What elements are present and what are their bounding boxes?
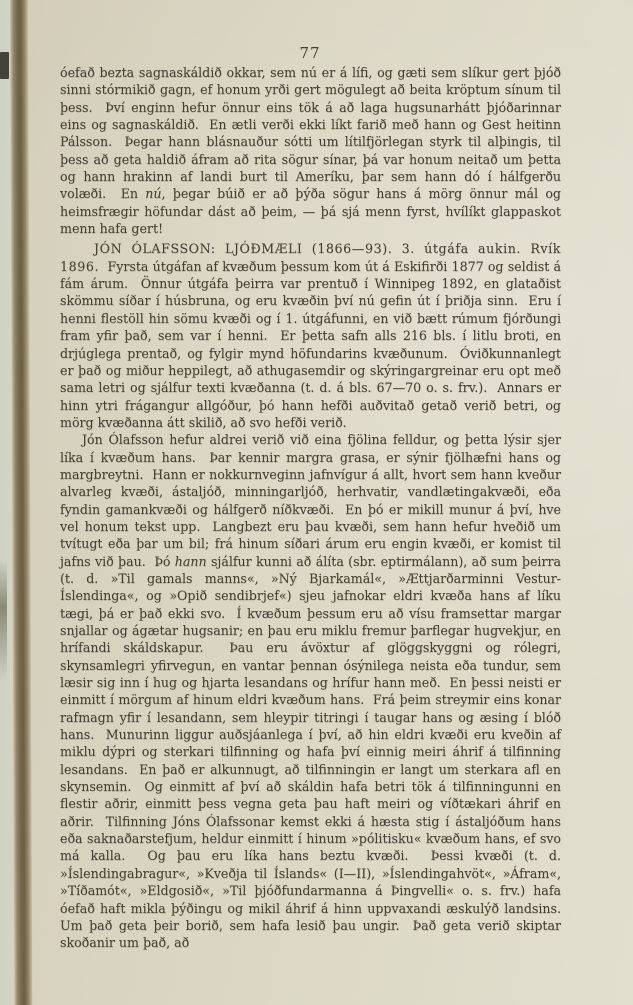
- page-edge-strip: [0, 0, 11, 1005]
- text-block: [60, 64, 570, 952]
- entry-heading-text: JÓN ÓLAFSSON: LJÓÐMÆLI (1866—93). 3. útgáfa aukin. Rvík 1896.: [60, 241, 566, 274]
- emphasized-text: hann: [174, 553, 207, 569]
- text-segment: , þegar búið er að þýða sögur hans á mörg önnur mál og heimsfrægir höfundar dást að þeim, — þá sjá menn fyrst, hvílíkt glappaskot menn hafa gert!: [60, 186, 566, 237]
- paragraph-critique: [60, 431, 570, 951]
- book-binding-edge: [10, 0, 32, 1005]
- paragraph-review-entry: [60, 240, 566, 431]
- text-segment: Fyrsta útgáfan af kvæðum þessum kom út á Eskifirði 1877 og seldist á fám árum. Önnur útgáfa þeirra var prentuð í Winnipeg 1892, en glataðist skömmu síðar í húsbruna, og eru kvæðin því nú gefin út í þriðja sinn. Eru í henni flestöll hin sömu kvæði og í 1. útgáfunni, en við bætt rúmum fjórðungi fram yfir það, sem var í henni. Er þetta safn alls 216 bls. í litlu broti, en drjúglega prentað, og fylgir mynd höfundarins kvæðunum. Óviðkunnanlegt er það og miður heppilegt, að athugasemdir og skýringargreinar eru opt með sama letri og sjálfur texti kvæðanna (t. d. á bls. 67—70 o. s. frv.). Annars er hinn ytri frágangur allgóður, þó hann hefði auðvitað getað verið betri, og mörg kvæðanna átt skilið, að svo hefði verið.: [60, 258, 566, 430]
- binding-smudge-mark: [0, 52, 9, 79]
- page-number: 77: [299, 44, 321, 62]
- emphasized-text: nú: [145, 186, 162, 202]
- text-segment: sjálfur kunni að álíta (sbr. eptirmálann), að sum þeirra (t. d. »Til gamals manns«, »Ný Bjarkamál«, »Ættjarðarminni Vestur-Íslendinga«, og »Opið sendibrjef«) sjeu jafnokar eldri kvæða hans af líku tægi, þá er það ekki svo. Í kvæðum þessum eru að vísu framsettar margar snjallar og ágætar hugsanir; en þau eru miklu fremur þarflegar hugvekjur, en hrífandi skáldskapur. Þau eru ávöxtur af glöggskyggni og rólegri, skynsamlegri yfirvegun, en vantar þennan ósýnilega neista eða tundur, sem læsir sig inn í hug og hjarta lesandans og hrífur hann með. En þessi neisti er einmitt í mörgum af hinum eldri kvæðum hans. Frá þeim streymir eins konar rafmagn yfir í lesandann, sem hleypir titringi í taugar hans og æsing í blóð hans. Munurinn liggur auðsjáanlega í því, að hin eldri kvæði eru kveðin af miklu dýpri og sterkari tilfinning og hafa því einnig meiri áhrif á tilfinning lesandans. En það er alkunnugt, að tilfinningin er langt um sterkara afl en skynsemin. Og einmitt af því að skáldin hafa betri tök á tilfinningunni en flestir aðrir, einmitt þess vegna geta þau haft meiri og víðtækari áhrif en aðrir. Tilfinning Jóns Ólafssonar kemst ekki á hæsta stig í ástaljóðum hans eða saknaðarstefjum, heldur einmitt í hinum »pólitisku« kvæðum hans, ef svo má kalla. Og þau eru líka hans beztu kvæði. Þessi kvæði (t. d. »Íslendingabragur«, »Kveðja til Íslands« (I—II), »Íslendingahvöt«, »Áfram«, »Tíðamót«, »Eldgosið«, »Til þjóðfundarmanna á Þingvelli« o. s. frv.) hafa óefað haft mikla þýðingu og mikil áhrif á hinn uppvaxandi æskulýð landsins. Um það geta þeir borið, sem hafa lesið þau ungir. Það geta verið skiptar skoðanir um það, að: [60, 553, 570, 951]
- text-segment: Jón Ólafsson hefur aldrei verið við eina fjölina felldur, og þetta lýsir sjer líka í kvæðum hans. Þar kennir margra grasa, er sýnir fjölhæfni hans og margbreytni. Hann er nokkurnveginn jafnvígur á allt, hvort sem hann kveður alvarleg kvæði, ástaljóð, minningarljóð, herhvatir, vandlætingakvæði, eða fyndin gamankvæði og hálfgerð níðkvæði. En þó er mikill munur á því, hve vel honum tekst upp. Langbezt eru þau kvæði, sem hann hefur hveðið um tvítugt eða þar um bil; frá hinum síðari árum eru engin kvæði, er komist til jafns við þau. Þó: [60, 432, 566, 569]
- binding-shadow: [0, 560, 7, 680]
- text-segment: óefað bezta sagnaskáldið okkar, sem nú er á lífi, og gæti sem slíkur gert þjóð sinni stórmikið gagn, ef honum yrði gert mögulegt að beita kröptum sínum til þess. Því enginn hefur önnur eins tök á að laga hugsunarhátt þjóðarinnar eins og sagnaskáldið. En ætli verði ekki líkt farið með hann og Gest heitinn Pálsson. Þegar hann blásnauður sótti um lítilfjörlegan styrk til alþingis, til þess að geta haldið áfram að rita sögur sínar, þá var honum neitað um þetta og hann hrakinn af landi burt til Ameríku, þar sem hann dó í hálfgerðu volæði. En: [60, 65, 566, 202]
- paragraph-continuation: [60, 64, 566, 237]
